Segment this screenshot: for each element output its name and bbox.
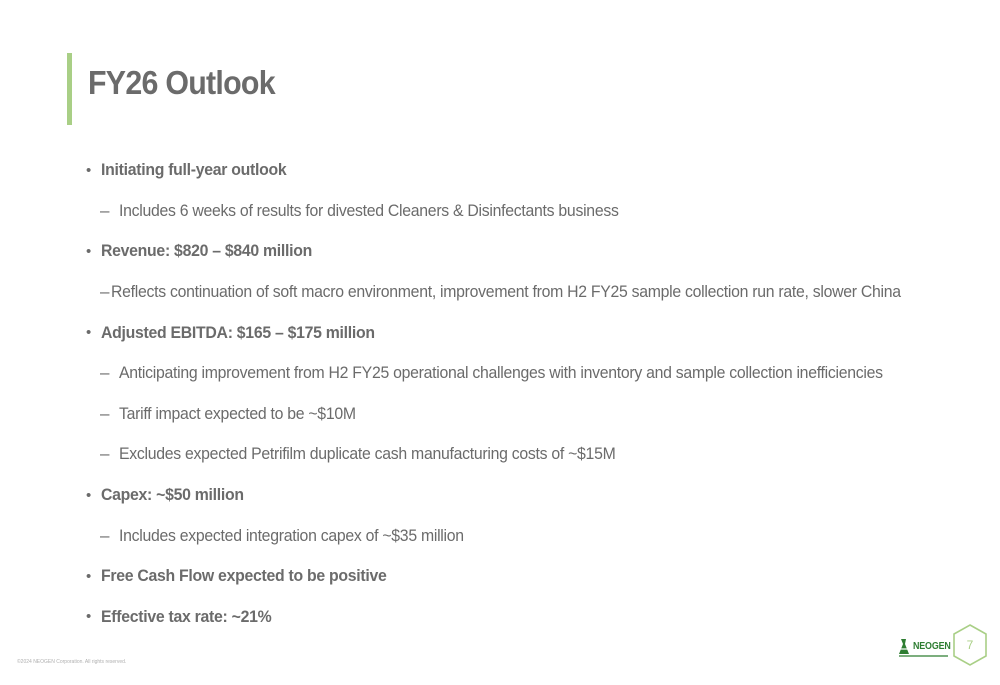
sub-bullet-item: [86, 394, 960, 435]
bullet-marker: •: [86, 242, 91, 260]
sub-bullet-text: Excludes expected Petrifilm duplicate cash manufacturing costs of ~$15M: [119, 444, 616, 464]
bullet-text: Revenue: $820 – $840 million: [101, 241, 313, 261]
sub-bullet-item: [86, 272, 960, 313]
sub-bullet-item: [86, 191, 960, 232]
bullet-marker: •: [86, 324, 91, 342]
dash-marker: –: [100, 525, 110, 545]
dash-marker: –: [100, 282, 110, 302]
sub-bullet-text: Tariff impact expected to be ~$10M: [119, 403, 356, 423]
title-accent-bar: [67, 53, 72, 125]
bullet-marker: •: [86, 567, 91, 585]
logo-wordmark: NEOGEN: [913, 640, 951, 652]
copyright-notice: ©2024 NEOGEN Corporation. All rights reserved.: [17, 659, 127, 665]
page-number: 7: [966, 638, 974, 652]
sub-bullet-text: Anticipating improvement from H2 FY25 operational challenges with inventory and sample collection inefficiencies: [119, 363, 883, 383]
bullet-list: [86, 150, 960, 637]
bullet-marker: •: [86, 608, 91, 626]
sub-bullet-text: Includes expected integration capex of ~$35 million: [119, 525, 464, 545]
dash-marker: –: [100, 200, 110, 220]
sub-bullet-text: Includes 6 weeks of results for divested Cleaners & Disinfectants business: [119, 200, 619, 220]
bullet-marker: •: [86, 486, 91, 504]
bullet-item: [86, 597, 960, 638]
bullet-item: [86, 312, 960, 353]
bullet-item: [86, 475, 960, 516]
bullet-marker: •: [86, 161, 91, 179]
bullet-text: Effective tax rate: ~21%: [101, 606, 272, 626]
dash-marker: –: [100, 363, 110, 383]
sub-bullet-item: [86, 515, 960, 556]
bullet-text: Free Cash Flow expected to be positive: [101, 566, 387, 586]
bullet-item: [86, 231, 960, 272]
sub-bullet-text: Reflects continuation of soft macro environment, improvement from H2 FY25 sample collection run rate, slower China: [110, 282, 901, 302]
bullet-item: [86, 556, 960, 597]
dash-marker: –: [100, 444, 110, 464]
bullet-text: Capex: ~$50 million: [101, 485, 244, 505]
sub-bullet-item: [86, 353, 960, 394]
bullet-text: Adjusted EBITDA: $165 – $175 million: [101, 322, 375, 342]
dash-marker: –: [100, 403, 110, 423]
sub-bullet-item: [86, 434, 960, 475]
slide-title: FY26 Outlook: [88, 64, 275, 101]
bullet-item: [86, 150, 960, 191]
bullet-text: Initiating full-year outlook: [101, 160, 287, 180]
